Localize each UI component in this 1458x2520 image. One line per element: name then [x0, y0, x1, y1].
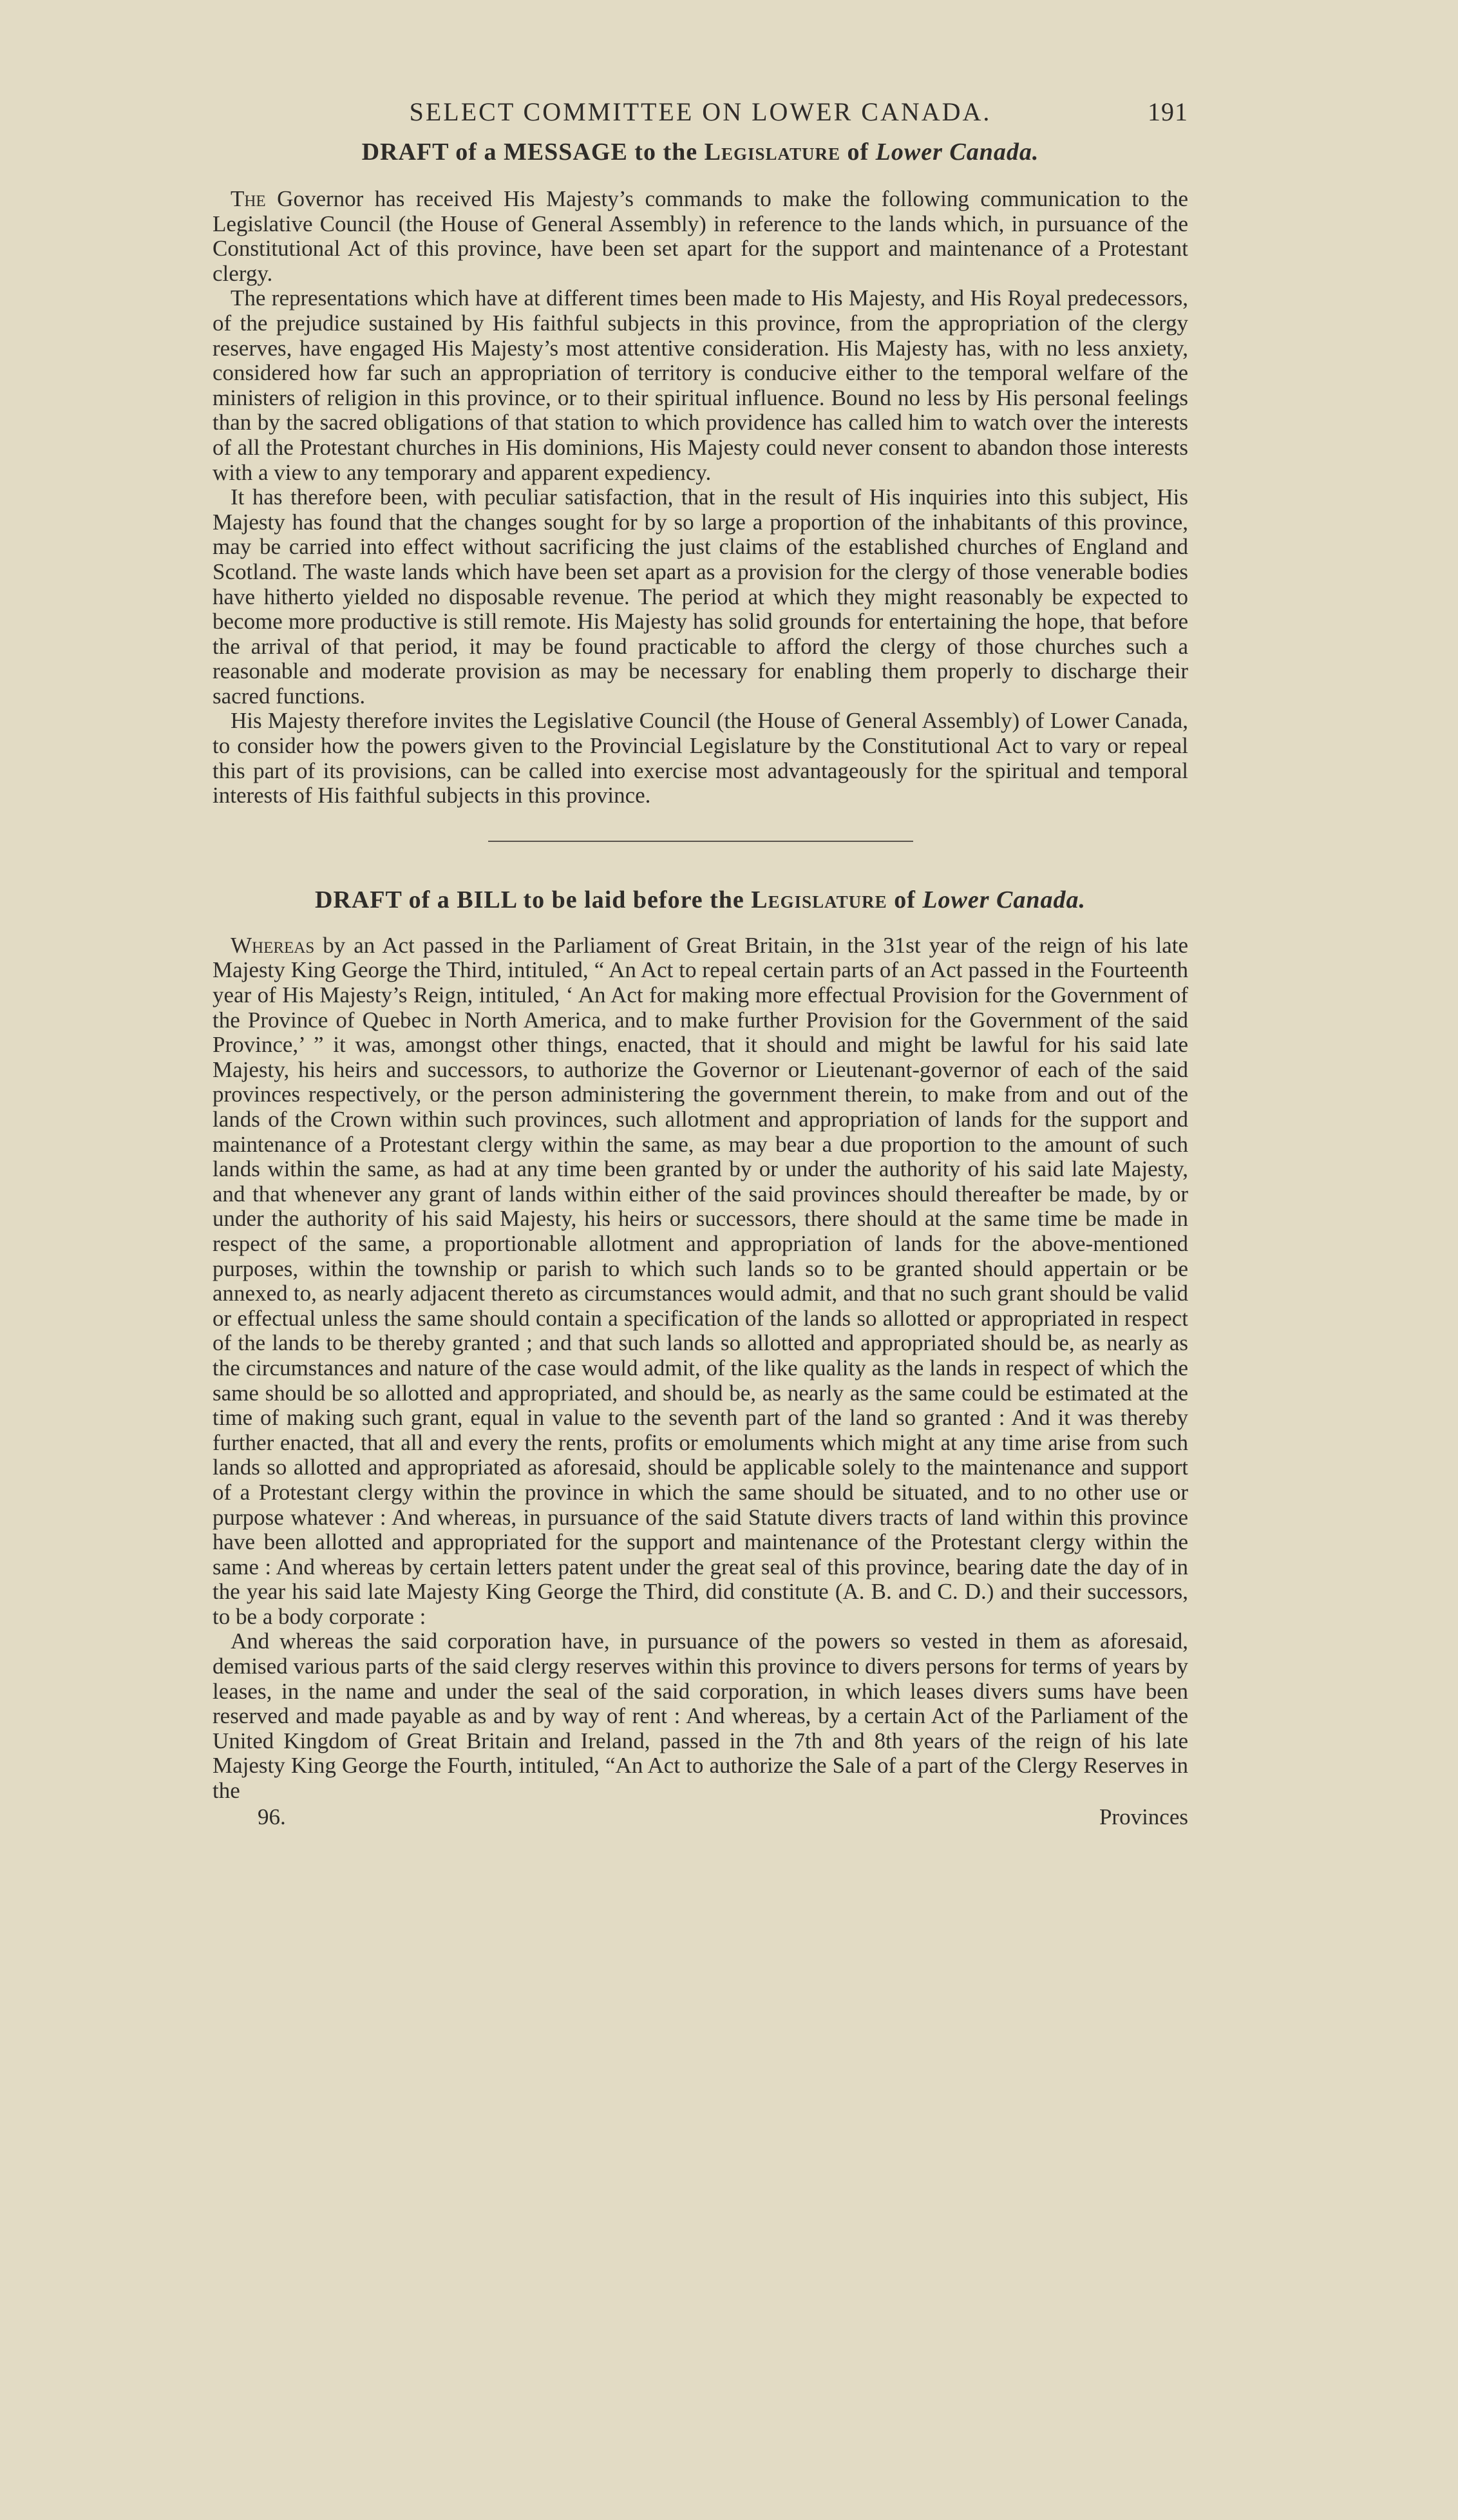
message-body — [213, 187, 1188, 808]
message-paragraph: The Governor has received His Majesty’s commands to make the following communication to the Legislative Council (the House of General Assembly) in reference to the lands which, in pursuance of the Constitutional Act of this province, have been set apart for the support and maintenance of a Protestant clergy. — [213, 186, 1188, 286]
catchword: Provinces — [1099, 1804, 1188, 1829]
running-head-title: SELECT COMMITTEE ON LOWER CANADA. — [409, 97, 992, 126]
bill-paragraph: And whereas the said corporation have, in pursuance of the powers so vested in them as aforesaid, demised various parts of the said clergy reserves within this province to divers persons for terms of years by leases, in the name and under the seal of the said corporation, in which leases divers sums have been reserved and made payable as and by way of rent : And whereas, by a certain Act of the Parliament of the United Kingdom of Great Britain and Ireland, passed in the 7th and 8th years of the reign of his late Majesty King George the Fourth, intituled, “An Act to authorize the Sale of a part of the Clergy Reserves in the — [213, 1628, 1188, 1804]
section-divider — [488, 841, 913, 842]
message-title: DRAFT of a MESSAGE to the Legislature of Lower Canada. — [361, 138, 1039, 166]
message-paragraph: It has therefore been, with peculiar satisfaction, that in the result of His inquiries into this subject, His Majesty has found that the changes sought for by so large a proportion of the inhabitants of this province, may be carried into effect without sacrificing the just claims of the established churches of England and Scotland. The waste lands which have been set apart as a provision for the clergy of those venerable bodies have hitherto yielded no disposable revenue. The period at which they might reasonably be expected to become more productive is still remote. His Majesty has solid grounds for entertaining the hope, that before the arrival of that period, it may be found practicable to afford the clergy of those churches such a reasonable and moderate provision as may be necessary for enabling them properly to discharge their sacred functions. — [213, 484, 1188, 709]
document-page — [213, 97, 1188, 1829]
message-paragraph: His Majesty therefore invites the Legislative Council (the House of General Assembly) of Lower Canada, to consider how the powers given to the Provincial Legislature by the Constitutional Act to vary or repeal this part of its provisions, can be called into exercise most advantageously for the spiritual and temporal interests of His faithful subjects in this province. — [213, 708, 1188, 808]
bill-title: DRAFT of a BILL to be laid before the Legislature of Lower Canada. — [314, 886, 1086, 913]
page-number: 191 — [1148, 97, 1188, 126]
bill-paragraph: Whereas by an Act passed in the Parliament of Great Britain, in the 31st year of the reign of his late Majesty King George the Third, intituled, “ An Act to repeal certain parts of an Act passed in the Fourteenth year of His Majesty’s Reign, intituled, ‘ An Act for making more effectual Provision for the Government of the Province of Quebec in North America, and to make further Provision for the Government of the said Province,’ ” it was, amongst other things, enacted, that it should and might be lawful for his said late Majesty, his heirs and successors, to authorize the Governor or Lieutenant-governor of each of the said provinces respectively, or the person administering the government therein, to make from and out of the lands of the Crown within such provinces, such allotment and appropriation of lands for the support and maintenance of a Protestant clergy within the same, as may bear a due proportion to the amount of such lands within the same, as had at any time been granted by or under the authority of his said late Majesty, and that whenever any grant of lands within either of the said provinces should thereafter be made, by or under the authority of his said Majesty, his heirs or successors, there should at the same time be made in respect of the same, a proportionable allotment and appropriation of lands for the above-mentioned purposes, within the township or parish to which such lands so to be granted should appertain or be annexed to, as nearly adjacent thereto as circumstances would admit, and that no such grant should be valid or effectual unless the same should contain a specification of the lands so allotted or appropriated in respect of the lands to be thereby granted ; and that such lands so allotted and appropriated should be, as nearly as the circumstances and nature of the case would admit, of the like quality as the lands in respect of which the same should be so allotted and appropriated, and should be, as nearly as the same could be estimated at the time of making such grant, equal in value to the seventh part of the land so granted : And it was thereby further enacted, that all and every the rents, profits or emoluments which might at any time arise from such lands so allotted and appropriated as aforesaid, should be applicable solely to the maintenance and support of a Protestant clergy within the province in which the same should be situated, and to no other use or purpose whatever : And whereas, in pursuance of the said Statute divers tracts of land within this province have been allotted and appropriated for the support and maintenance of the Protestant clergy within the same : And whereas by certain letters patent under the great seal of this province, bearing date the day of in the year his said late Majesty King George the Third, did constitute (A. B. and C. D.) and their successors, to be a body corporate : — [213, 932, 1188, 1629]
running-head — [213, 97, 1188, 135]
message-paragraph: The representations which have at different times been made to His Majesty, and His Royal predecessors, of the prejudice sustained by His faithful subjects in this province, from the appropriation of the clergy reserves, have engaged His Majesty’s most attentive consideration. His Majesty has, with no less anxiety, considered how far such an appropriation of territory is conducive either to the temporal welfare of the ministers of religion in this province, or to their spiritual influence. Bound no less by His personal feelings than by the sacred obligations of that station to which providence has called him to watch over the interests of all the Protestant churches in His dominions, His Majesty could never consent to abandon those interests with a view to any temporary and apparent expediency. — [213, 285, 1188, 485]
page-footer — [213, 1805, 1188, 1829]
bill-body — [213, 933, 1188, 1804]
signature-mark: 96. — [258, 1804, 286, 1829]
